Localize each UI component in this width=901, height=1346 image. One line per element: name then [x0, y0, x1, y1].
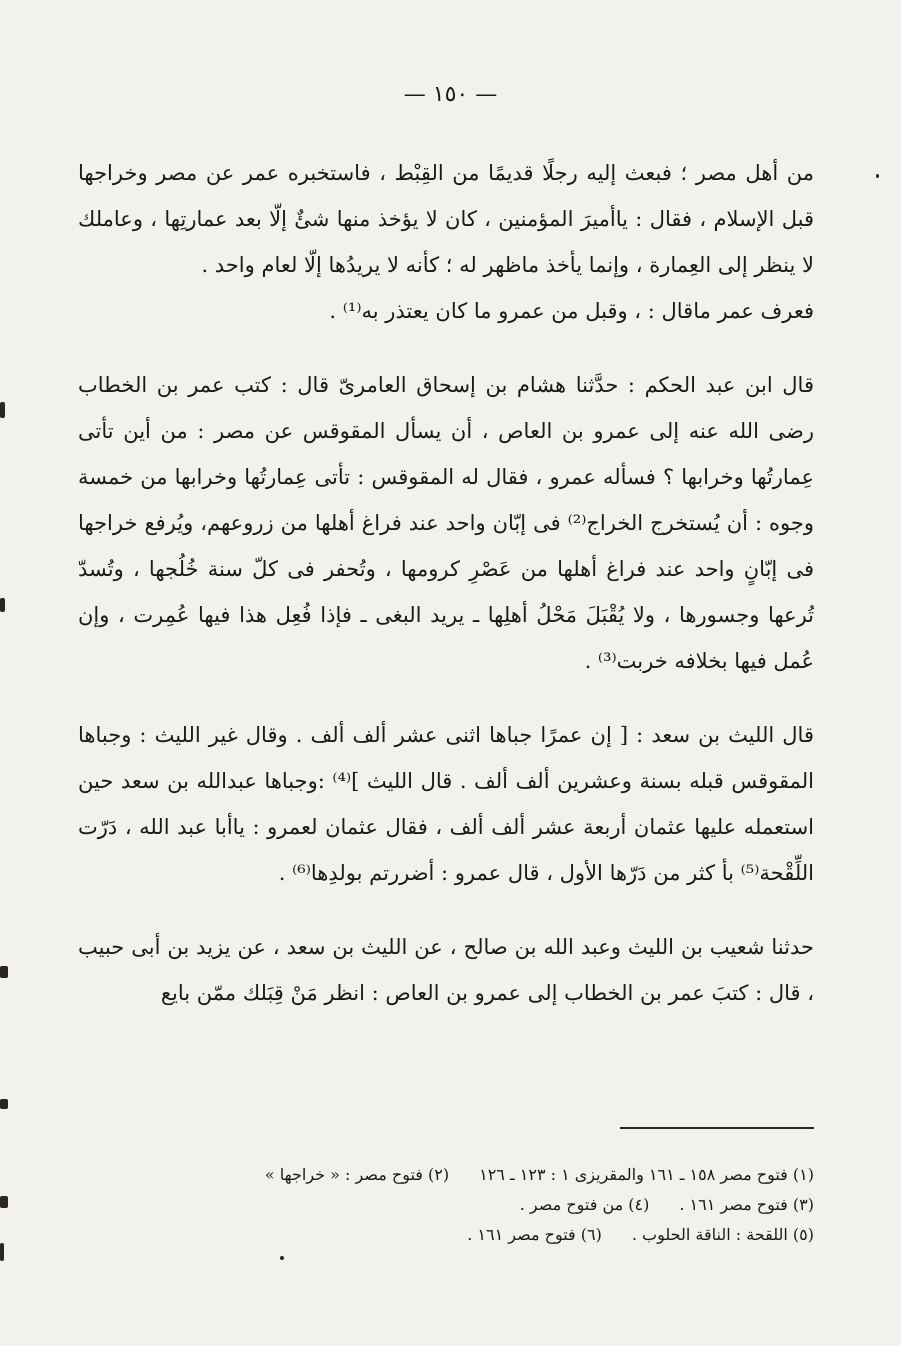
scan-margin-mark — [0, 402, 5, 418]
paragraph-4: قال الليث بن سعد : [ إن عمرًا جباها اثنى عشر ألف ألف . وقال غير الليث : وجباها المقوقس قبله بسنة وعشرين ألف ألف . قال الليث ]⁽⁴⁾ :وجباها عبدالله بن سعد حين استعمله عليها عثمان أربعة عشر ألف ألف ، فقال عثمان لعمرو : ياأبا عبد الله ، دَرّت اللِّقْحة⁽⁵⁾ بأ كثر من دَرّها الأول ، قال عمرو : أضررتم بولدِها⁽⁶⁾ . — [78, 723, 814, 885]
footnote-6: (٦) فتوح مصر ١٦١ . — [467, 1225, 602, 1244]
footnotes — [100, 1160, 814, 1250]
scan-margin-mark — [0, 598, 5, 612]
footnote-3: (٣) فتوح مصر ١٦١ . — [679, 1195, 814, 1214]
footnote-1: (١) فتوح مصر ١٥٨ ـ ١٦١ والمقريزى ١ : ١٢٣ ـ ١٢٦ — [479, 1165, 814, 1184]
footnote-row — [100, 1220, 814, 1250]
scan-speck — [280, 1256, 284, 1260]
footnote-separator — [620, 1127, 814, 1129]
paragraph-2: فعرف عمر ماقال : ، وقبل من عمرو ما كان يعتذر به⁽¹⁾ . — [329, 299, 814, 323]
main-text — [78, 150, 814, 1016]
page-number: — ١٥٠ — — [403, 82, 498, 107]
footnote-row — [100, 1160, 814, 1190]
scan-margin-mark — [0, 1243, 4, 1261]
scan-margin-mark — [0, 966, 8, 978]
scan-speck — [876, 174, 879, 178]
footnote-row — [100, 1190, 814, 1220]
scan-margin-mark — [0, 1196, 8, 1208]
footnote-2: (٢) فتوح مصر : « خراجها » — [264, 1165, 450, 1184]
paragraph-1: من أهل مصر ؛ فبعث إليه رجلًا قديمًا من القِبْط ، فاستخبره عمر عن مصر وخراجها قبل الإسلام ، فقال : ياأميرَ المؤمنين ، كان لا يؤخذ منها شئٌ إلّا بعد عمارتِها ، وعاملك لا ينظر إلى العِمارة ، وإنما يأخذ ماظهر له ؛ كأنه لا يريدُها إلّا لعام واحد . — [78, 161, 814, 277]
scan-margin-mark — [0, 1099, 8, 1109]
footnote-5: (٥) اللقحة : الناقة الحلوب . — [631, 1225, 814, 1244]
paragraph-3: قال ابن عبد الحكم : حدَّثنا هشام بن إسحاق العامرىّ قال : كتب عمر بن الخطاب رضى الله عنه إلى عمرو بن العاص ، أن يسأل المقوقس عن مصر : من أين تأتى عِمارتُها وخرابها ؟ فسأله عمرو ، فقال له المقوقس : تأتى عِمارتُها وخرابها من خمسة وجوه : أن يُستخرج الخراج⁽²⁾ فى إبّان واحد عند فراغ أهلها من زروعهم، ويُرفع خراجها فى إبّانٍ واحد عند فراغ أهلها من عَصْرِ كرومها ، وتُحفر فى كلّ سنة خُلُجها ، وتُسدّ تُرعها وجسورها ، ولا يُقْبَلَ مَحْلُ أهلِها ـ يريد البغى ـ فإذا فُعِل هذا فيها عُمِرت ، وإن عُمل فيها بخلافه خربت⁽³⁾ . — [78, 373, 815, 673]
footnote-4: (٤) من فتوح مصر . — [519, 1195, 650, 1214]
paragraph-5: حدثنا شعيب بن الليث وعبد الله بن صالح ، عن الليث بن سعد ، عن يزيد بن أبى حبيب ، قال : كتبَ عمر بن الخطاب إلى عمرو بن العاص : انظر مَنْ قِبَلك ممّن بايع — [78, 935, 814, 1005]
